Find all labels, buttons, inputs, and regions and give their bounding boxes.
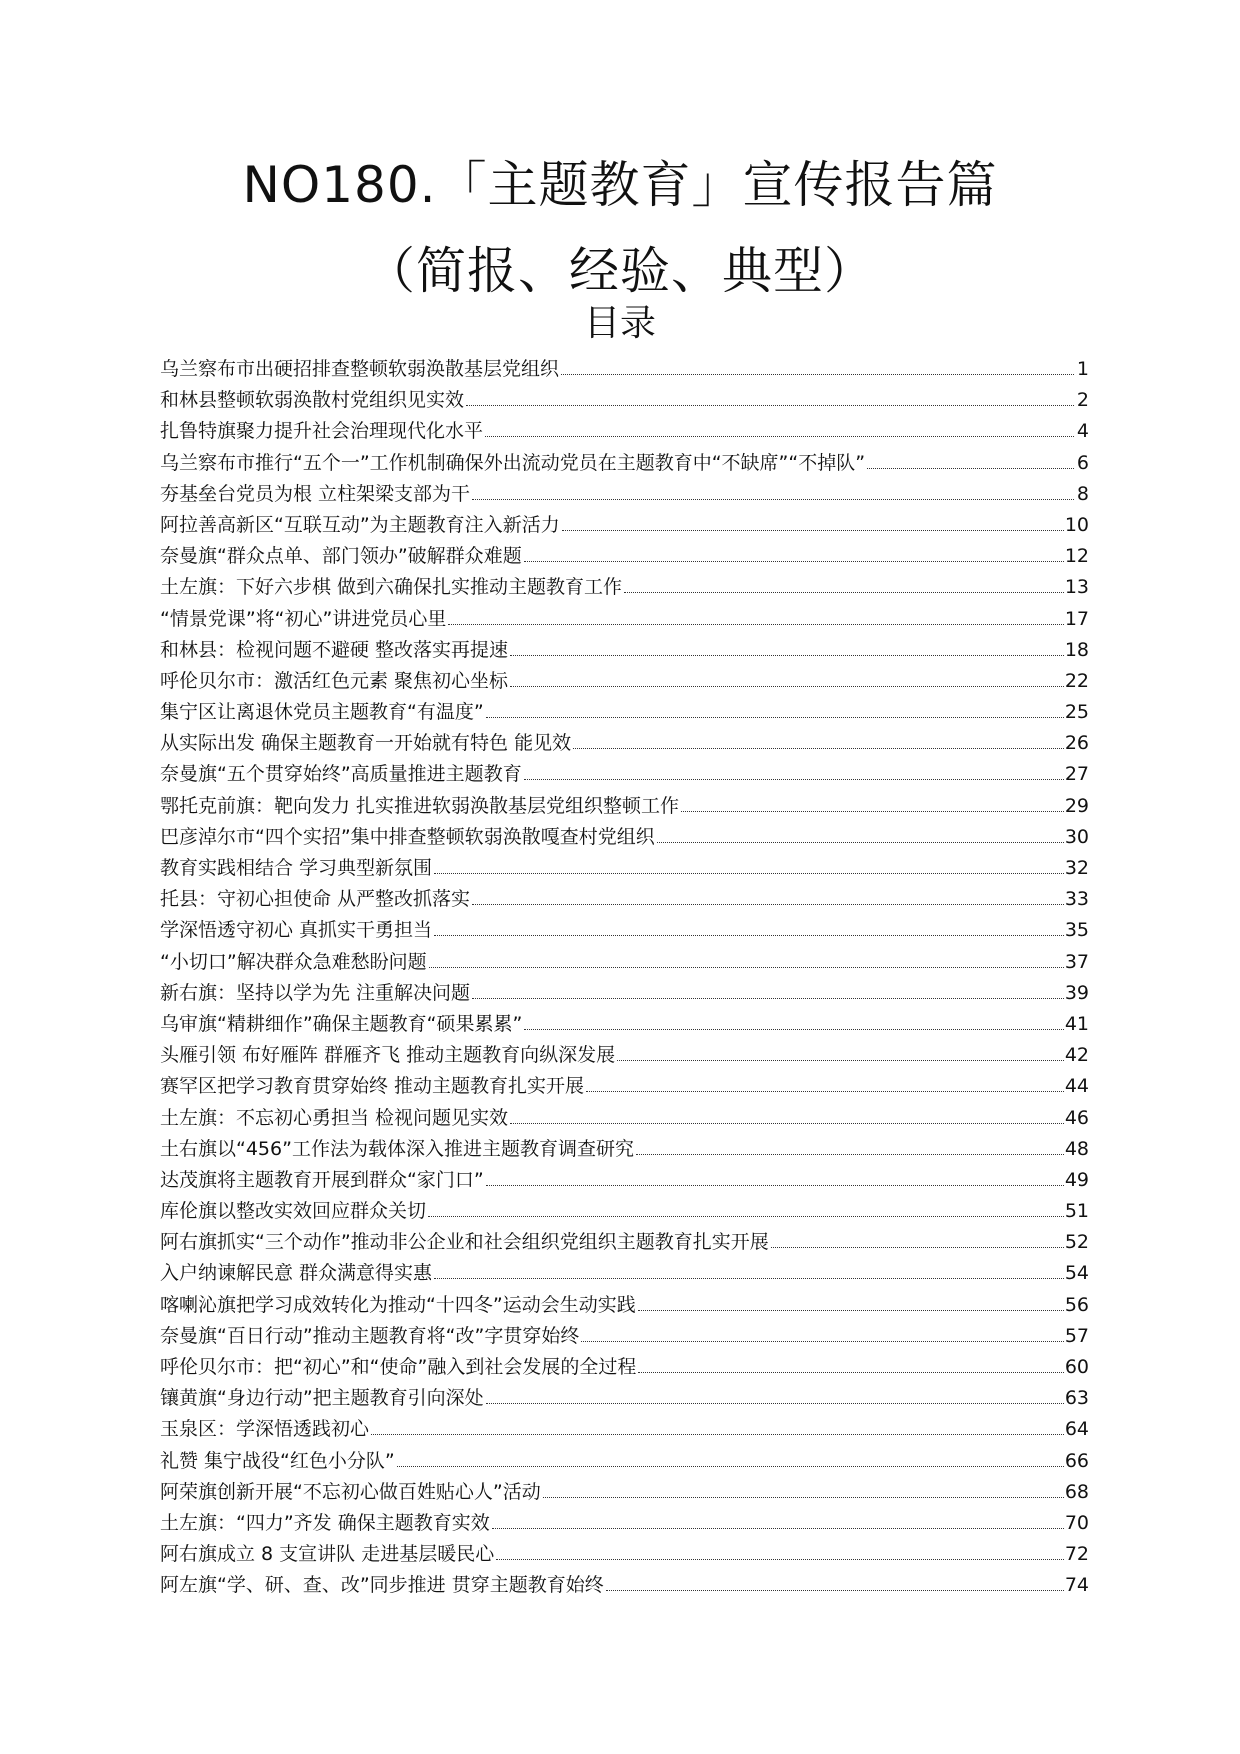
toc-dot-leader [636, 1153, 1064, 1155]
toc-entry-page-number[interactable]: 37 [1064, 950, 1089, 973]
toc-entry[interactable] [160, 947, 1089, 978]
toc-entry[interactable] [160, 1227, 1089, 1258]
toc-entry[interactable] [160, 572, 1089, 603]
toc-entry-page-number[interactable]: 39 [1064, 981, 1089, 1004]
toc-dot-leader [434, 872, 1064, 874]
toc-heading: 目录 [583, 303, 656, 344]
toc-dot-leader [510, 654, 1064, 656]
toc-dot-leader [434, 934, 1064, 936]
toc-dot-leader [510, 1122, 1064, 1124]
toc-dot-leader [524, 560, 1064, 562]
toc-entry-title[interactable]: 乌审旗“精耕细作”确保主题教育“硕果累累” [160, 1012, 523, 1035]
toc-entry-page-number[interactable]: 32 [1064, 857, 1089, 879]
toc-dot-leader [428, 1215, 1064, 1217]
toc-entry-page-number[interactable]: 1 [1076, 358, 1089, 380]
toc-dot-leader [472, 997, 1064, 999]
toc-entry[interactable] [160, 1009, 1089, 1040]
toc-entry[interactable] [160, 884, 1089, 915]
toc-entry[interactable] [160, 978, 1089, 1009]
toc-entry-title[interactable]: 鄂托克前旗：靶向发力 扎实推进软弱涣散基层党组织整顿工作 [160, 794, 680, 817]
toc-entry-title[interactable]: 阿左旗“学、研、查、改”同步推进 贯穿主题教育始终 [160, 1574, 604, 1597]
toc-entry[interactable] [160, 1446, 1089, 1477]
toc-dot-leader [657, 841, 1064, 843]
toc-entry-page-number[interactable]: 70 [1064, 1511, 1089, 1534]
toc-entry[interactable] [160, 728, 1089, 759]
toc-entry-page-number[interactable]: 44 [1064, 1075, 1089, 1098]
toc-entry-page-number[interactable]: 72 [1064, 1543, 1089, 1566]
toc-entry-page-number[interactable]: 6 [1076, 451, 1089, 474]
toc-entry-title[interactable]: 乌兰察布市推行“五个一”工作机制确保外出流动党员在主题教育中“不缺席”“不掉队” [160, 451, 866, 474]
toc-entry-title[interactable]: 和林县：检视问题不避硬 整改落实再提速 [160, 638, 509, 661]
toc-entry-page-number[interactable]: 49 [1064, 1168, 1089, 1191]
toc-entry-title[interactable]: 乌兰察布市出硬招排查整顿软弱涣散基层党组织 [160, 358, 560, 380]
toc-dot-leader [371, 1433, 1064, 1435]
toc-dot-leader [524, 1028, 1063, 1030]
toc-dot-leader [581, 1340, 1063, 1342]
toc-dot-leader [638, 1371, 1063, 1373]
toc-entry[interactable] [160, 1165, 1089, 1196]
toc-entry-title[interactable]: 呼伦贝尔市：激活红色元素 聚焦初心坐标 [160, 669, 509, 692]
toc-dot-leader [586, 1090, 1064, 1092]
toc-entry-page-number[interactable]: 74 [1064, 1574, 1089, 1597]
toc-entry-title[interactable]: 扎鲁特旗聚力提升社会治理现代化水平 [160, 420, 484, 443]
toc-dot-leader [771, 1246, 1064, 1248]
toc-entry[interactable] [160, 1414, 1089, 1445]
toc-entry-page-number[interactable]: 46 [1064, 1106, 1089, 1129]
toc-dot-leader [492, 1527, 1064, 1529]
toc-entry-page-number[interactable]: 10 [1064, 513, 1089, 536]
toc-entry-title[interactable]: 托县：守初心担使命 从严整改抓落实 [160, 888, 471, 911]
toc-entry[interactable] [160, 479, 1089, 510]
toc-dot-leader [486, 716, 1064, 718]
toc-entry[interactable] [160, 791, 1089, 822]
toc-dot-leader [448, 623, 1063, 625]
toc-dot-leader [543, 1496, 1064, 1498]
toc-dot-leader [466, 404, 1074, 406]
toc-entry-title[interactable]: 土左旗：不忘初心勇担当 检视问题见实效 [160, 1106, 509, 1129]
toc-entry[interactable] [160, 822, 1089, 853]
toc-entry-page-number[interactable]: 66 [1064, 1449, 1089, 1472]
toc-entry-page-number[interactable]: 4 [1076, 420, 1089, 443]
toc-entry-page-number[interactable]: 25 [1064, 701, 1089, 724]
toc-entry-page-number[interactable]: 2 [1076, 389, 1089, 412]
toc-entry-title[interactable]: 学深悟透守初心 真抓实干勇担当 [160, 919, 433, 942]
toc-entry-page-number[interactable]: 64 [1064, 1418, 1089, 1441]
toc-entry[interactable] [160, 1508, 1089, 1539]
toc-entry-page-number[interactable]: 13 [1064, 576, 1089, 599]
toc-entry[interactable] [160, 1539, 1089, 1570]
toc-entry-title[interactable]: 头雁引领 布好雁阵 群雁齐飞 推动主题教育向纵深发展 [160, 1044, 616, 1067]
toc-entry-title[interactable]: 夯基垒台党员为根 立柱架梁支部为干 [160, 482, 471, 505]
toc-entry[interactable] [160, 541, 1089, 572]
toc-entry-title[interactable]: 新右旗：坚持以学为先 注重解决问题 [160, 981, 471, 1004]
toc-entry-page-number[interactable]: 33 [1064, 888, 1089, 911]
toc-dot-leader [606, 1589, 1064, 1591]
toc-entry-title[interactable]: 和林县整顿软弱涣散村党组织见实效 [160, 389, 465, 412]
toc-entry-title[interactable]: 阿右旗抓实“三个动作”推动非公企业和社会组织党组织主题教育扎实开展 [160, 1231, 769, 1254]
toc-dot-leader [429, 966, 1064, 968]
toc-dot-leader [524, 778, 1064, 780]
toc-dot-leader [573, 747, 1064, 749]
toc-entry[interactable] [160, 1196, 1089, 1227]
toc-entry-page-number[interactable]: 51 [1064, 1200, 1089, 1223]
toc-entry[interactable] [160, 448, 1089, 479]
toc-entry[interactable] [160, 1570, 1089, 1601]
toc-dot-leader [681, 810, 1064, 812]
toc-entry[interactable] [160, 915, 1089, 946]
toc-entry-title[interactable]: 达茂旗将主题教育开展到群众“家门口” [160, 1168, 484, 1191]
toc-entry-page-number[interactable]: 57 [1064, 1324, 1089, 1347]
toc-entry-title[interactable]: 玉泉区：学深悟透践初心 [160, 1418, 370, 1441]
toc-entry-title[interactable]: 礼赞 集宁战役“红色小分队” [160, 1449, 395, 1472]
toc-entry-title[interactable]: 土左旗：下好六步棋 做到六确保扎实推动主题教育工作 [160, 576, 623, 599]
toc-entry-title[interactable]: 教育实践相结合 学习典型新氛围 [160, 857, 433, 879]
toc-entry-page-number[interactable]: 35 [1064, 919, 1089, 942]
toc-entry[interactable] [160, 385, 1089, 416]
toc-dot-leader [486, 1402, 1064, 1404]
toc-entry[interactable] [160, 1134, 1089, 1165]
toc-dot-leader [472, 498, 1074, 500]
toc-dot-leader [496, 1558, 1064, 1560]
toc-entry-page-number[interactable]: 17 [1064, 607, 1089, 630]
toc-entry[interactable] [160, 759, 1089, 790]
toc-dot-leader [562, 529, 1064, 531]
table-of-contents [160, 354, 1089, 1602]
toc-entry[interactable] [160, 697, 1089, 728]
toc-entry-title[interactable]: 土左旗：“四力”齐发 确保主题教育实效 [160, 1511, 490, 1534]
toc-entry-page-number[interactable]: 12 [1064, 545, 1089, 568]
toc-entry[interactable] [160, 1103, 1089, 1134]
toc-dot-leader [617, 1059, 1064, 1061]
toc-dot-leader [434, 1277, 1064, 1279]
toc-entry-page-number[interactable]: 18 [1064, 638, 1089, 661]
toc-entry-title[interactable]: 集宁区让离退休党员主题教育“有温度” [160, 701, 484, 724]
toc-entry-page-number[interactable]: 63 [1064, 1387, 1089, 1410]
toc-entry-title[interactable]: 库伦旗以整改实效回应群众关切 [160, 1200, 427, 1223]
toc-entry-title[interactable]: 入户纳谏解民意 群众满意得实惠 [160, 1262, 433, 1285]
toc-entry-page-number[interactable]: 68 [1064, 1480, 1089, 1503]
toc-entry[interactable] [160, 853, 1089, 884]
toc-entry-title[interactable]: 阿右旗成立 8 支宣讲队 走进基层暖民心 [160, 1543, 495, 1566]
toc-dot-leader [624, 591, 1064, 593]
toc-dot-leader [561, 373, 1074, 375]
toc-entry[interactable] [160, 416, 1089, 447]
toc-entry-title[interactable]: 阿拉善高新区“互联互动”为主题教育注入新活力 [160, 513, 560, 536]
document-title-line-2: （简报、经验、典型） [365, 242, 875, 300]
toc-entry-page-number[interactable]: 26 [1064, 732, 1089, 755]
toc-entry[interactable] [160, 1383, 1089, 1414]
toc-entry-title[interactable]: 镶黄旗“身边行动”把主题教育引向深处 [160, 1387, 484, 1410]
toc-entry-page-number[interactable]: 8 [1076, 482, 1089, 505]
toc-dot-leader [638, 1309, 1064, 1311]
toc-entry-page-number[interactable]: 54 [1064, 1262, 1089, 1285]
toc-entry-title[interactable]: 赛罕区把学习教育贯穿始终 推动主题教育扎实开展 [160, 1075, 585, 1098]
toc-entry-title[interactable]: 从实际出发 确保主题教育一开始就有特色 能见效 [160, 732, 572, 755]
toc-entry-page-number[interactable]: 60 [1064, 1356, 1089, 1378]
toc-entry[interactable] [160, 510, 1089, 541]
toc-entry[interactable] [160, 1071, 1089, 1102]
toc-entry-title[interactable]: 喀喇沁旗把学习成效转化为推动“十四冬”运动会生动实践 [160, 1293, 636, 1316]
toc-entry-page-number[interactable]: 41 [1064, 1012, 1089, 1035]
toc-entry[interactable] [160, 1040, 1089, 1071]
toc-entry-page-number[interactable]: 27 [1064, 763, 1089, 786]
toc-entry[interactable] [160, 635, 1089, 666]
toc-dot-leader [867, 467, 1074, 469]
toc-entry[interactable] [160, 1290, 1089, 1321]
toc-dot-leader [397, 1465, 1064, 1467]
toc-entry[interactable] [160, 1352, 1089, 1383]
toc-entry[interactable] [160, 354, 1089, 385]
toc-entry-title[interactable]: 阿荣旗创新开展“不忘初心做百姓贴心人”活动 [160, 1480, 541, 1503]
toc-entry-page-number[interactable]: 30 [1064, 825, 1089, 848]
toc-entry[interactable] [160, 666, 1089, 697]
toc-entry[interactable] [160, 1477, 1089, 1508]
toc-entry-title[interactable]: 奈曼旗“百日行动”推动主题教育将“改”字贯穿始终 [160, 1324, 580, 1347]
document-title-line-1: NO180.「主题教育」宣传报告篇 [242, 156, 998, 214]
toc-entry-page-number[interactable]: 42 [1064, 1044, 1089, 1067]
toc-entry-page-number[interactable]: 48 [1064, 1137, 1089, 1160]
toc-dot-leader [486, 1184, 1064, 1186]
toc-entry-page-number[interactable]: 56 [1064, 1293, 1089, 1316]
toc-entry-title[interactable]: 呼伦贝尔市：把“初心”和“使命”融入到社会发展的全过程 [160, 1356, 637, 1378]
toc-entry[interactable] [160, 1321, 1089, 1352]
toc-entry-title[interactable]: 巴彦淖尔市“四个实招”集中排查整顿软弱涣散嘎查村党组织 [160, 825, 655, 848]
toc-entry-title[interactable]: “情景党课”将“初心”讲进党员心里 [160, 607, 447, 630]
toc-entry-page-number[interactable]: 22 [1064, 669, 1089, 692]
toc-entry-title[interactable]: 奈曼旗“五个贯穿始终”高质量推进主题教育 [160, 763, 522, 786]
toc-entry-title[interactable]: “小切口”解决群众急难愁盼问题 [160, 950, 427, 973]
toc-entry[interactable] [160, 604, 1089, 635]
toc-dot-leader [485, 435, 1074, 437]
toc-dot-leader [510, 685, 1064, 687]
toc-entry[interactable] [160, 1258, 1089, 1289]
toc-dot-leader [472, 903, 1064, 905]
toc-entry-title[interactable]: 土右旗以“456”工作法为载体深入推进主题教育调查研究 [160, 1137, 634, 1160]
toc-entry-page-number[interactable]: 52 [1064, 1231, 1089, 1254]
toc-entry-page-number[interactable]: 29 [1064, 794, 1089, 817]
toc-entry-title[interactable]: 奈曼旗“群众点单、部门领办”破解群众难题 [160, 545, 522, 568]
